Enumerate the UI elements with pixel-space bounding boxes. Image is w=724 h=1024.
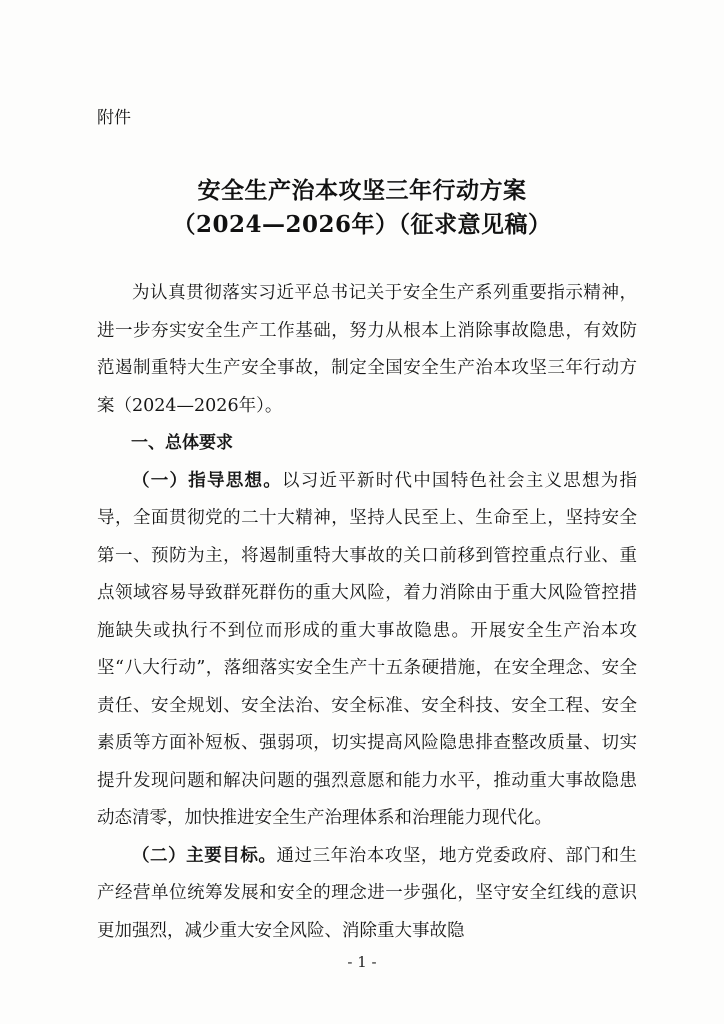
section-heading: 一、总体要求 [131, 433, 233, 453]
page-number: - 1 - [347, 953, 377, 971]
document-subtitle: （2024—2026年）（征求意见稿） [172, 211, 552, 238]
guiding-thought-paragraph [97, 463, 637, 838]
document-title: 安全生产治本攻坚三年行动方案 [197, 177, 527, 204]
guiding-thought-lead: （一）指导思想。 [132, 470, 282, 491]
main-goals-lead: （二）主要目标。 [132, 845, 277, 866]
attachment-label: 附件 [97, 108, 131, 128]
main-goals-text: 通过三年治本攻坚，地方党委政府、部门和生产经营单位统筹发展和安全的理念进一步强化，坚守安全红线的意识更加强烈，减少重大安全风险、消除重大事故隐 [97, 845, 638, 941]
intro-paragraph: 为认真贯彻落实习近平总书记关于安全生产系列重要指示精神，进一步夯实安全生产工作基础，努力从根本上消除事故隐患，有效防范遏制重特大生产安全事故，制定全国安全生产治本攻坚三年行动方案（2024—2026年）。 [97, 283, 637, 416]
main-goals-paragraph [97, 838, 637, 951]
document-body [97, 275, 637, 950]
guiding-thought-text: 以习近平新时代中国特色社会主义思想为指导，全面贯彻党的二十大精神，坚持人民至上、生命至上，坚持安全第一、预防为主，将遏制重特大事故的关口前移到管控重点行业、重点领域容易导致群死群伤的重大风险，着力消除由于重大风险管控措施缺失或执行不到位而形成的重大事故隐患。开展安全生产治本攻坚“八大行动”，落细落实安全生产十五条硬措施，在安全理念、安全责任、安全规划、安全法治、安全标准、安全科技、安全工程、安全素质等方面补短板、强弱项，切实提高风险隐患排查整改质量、切实提升发现问题和解决问题的强烈意愿和能力水平，推动重大事故隐患动态清零，加快推进安全生产治理体系和治理能力现代化。 [97, 470, 637, 828]
